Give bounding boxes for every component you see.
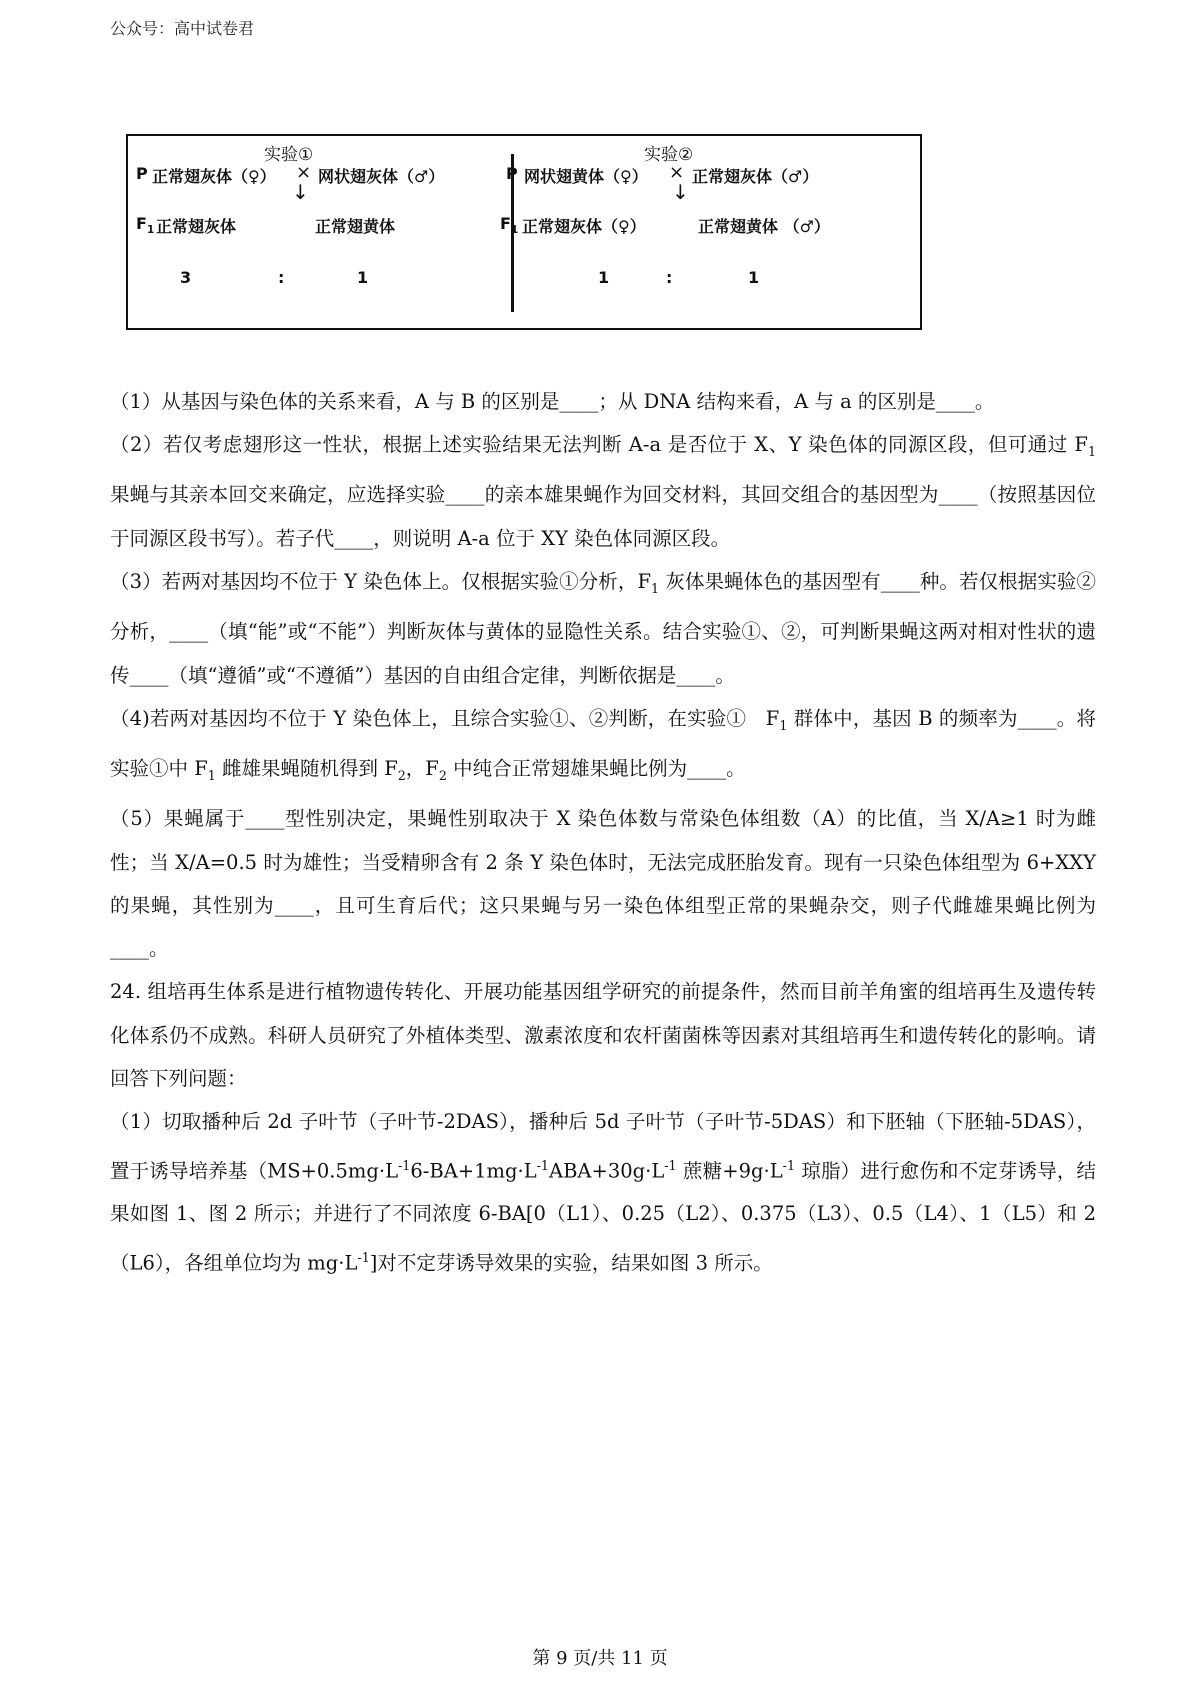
exp2-arrow: ↓ — [672, 180, 689, 204]
question-text — [110, 380, 1096, 1285]
exp2-cross: × — [669, 162, 685, 183]
exp1-ratio-1: 3 — [180, 268, 192, 287]
genetics-cross-figure — [126, 134, 922, 330]
exp1-male: 网状翅灰体（♂） — [318, 167, 445, 186]
paragraph: （1）切取播种后 2d 子叶节（子叶节-2DAS），播种后 5d 子叶节（子叶节-5DAS）和下胚轴（下胚轴-5DAS），置于诱导培养基（$MS+0.5mg\cdot L^{-1}6-BA+1mg\cdot L^{-1}ABA+30g\cdot L^{-1}$ 蔗糖$+9g\cdot L^{-1}$ 琼脂）进行愈伤和不定芽诱导，结果如图 1、图 2 所示；并进行了不同浓度 6-BA[0（L1）、0.25（L2）、0.375（L3）、0.5（L4）、1（L5）和 2（L6），各组单位均为 $mg\cdot L^{-1}$]对不定芽诱导效果的实验，结果如图 3 所示。 — [110, 1110, 1097, 1275]
exp2-ratio-colon: : — [666, 268, 673, 287]
exp1-arrow: ↓ — [292, 180, 309, 204]
paragraph: （2）若仅考虑翅形这一性状，根据上述实验结果无法判断 A-a 是否位于 X、Y 染色体的同源区段，但可通过 $F_1$ 果蝇与其亲本回交来确定，应选择实验____的亲本雄果蝇作为回交材料，其回交组合的基因型为____（按照基因位于同源区段书写）。若子代____，则说明 A-a 位于 XY 染色体同源区段。 — [110, 433, 1096, 550]
exp2-male: 正常翅灰体（♂） — [692, 167, 819, 186]
exp2-phenotype-1: 正常翅灰体（♀） — [522, 217, 646, 236]
exp1-f1-label: $F_1$ — [136, 214, 155, 237]
exp1-cross: × — [296, 162, 312, 183]
exp1-ratio-2: 1 — [357, 268, 369, 287]
exp1-ratio-colon: : — [278, 268, 285, 287]
exp2-female: 网状翅黄体（♀） — [524, 167, 648, 186]
exp1-p-label: P — [136, 164, 148, 183]
paragraph: （4)若两对基因均不位于 Y 染色体上，且综合实验①、②判断，在实验① $F_1$ 群体中，基因 B 的频率为____。将实验①中 $F_1$ 雌雄果蝇随机得到 $F_2$，$F_2$ 中纯合正常翅雄果蝇比例为____。 — [110, 706, 1096, 783]
exp2-f1-label: $F_1$ — [500, 214, 519, 237]
exp2-ratio-1: 1 — [598, 268, 610, 287]
exp1-phenotype-1: 正常翅灰体 — [156, 217, 237, 236]
exp1-title: 实验① — [264, 145, 314, 165]
exp2-ratio-2: 1 — [748, 268, 760, 287]
page-number: 第 9 页/共 11 页 — [532, 1648, 668, 1669]
paragraph: （1）从基因与染色体的关系来看，A 与 B 的区别是____；从 DNA 结构来看，A 与 a 的区别是____。 — [110, 390, 995, 413]
header-text: 公众号：高中试卷君 — [110, 19, 255, 38]
exp2-phenotype-2: 正常翅黄体 （♂） — [698, 217, 830, 236]
exp2-p-label: P — [506, 164, 518, 183]
paragraph: （3）若两对基因均不位于 Y 染色体上。仅根据实验①分析，$F_1$ 灰体果蝇体色的基因型有____种。若仅根据实验②分析，____（填“能”或“不能”）判断灰体与黄体的显隐性关系。结合实验①、②，可判断果蝇这两对相对性状的遗传____（填“遵循”或“不遵循”）基因的自由组合定律，判断依据是____。 — [110, 570, 1096, 687]
exp1-phenotype-2: 正常翅黄体 — [315, 217, 396, 236]
exp1-female: 正常翅灰体（♀） — [152, 167, 276, 186]
exp2-title: 实验② — [644, 145, 694, 165]
paragraph: （5）果蝇属于____型性别决定，果蝇性别取决于 X 染色体数与常染色体组数（A）的比值，当 X/A≥1 时为雌性；当 X/A=0.5 时为雄性；当受精卵含有 2 条 Y 染色体时，无法完成胚胎发育。现有一只染色体组型为 6+XXY 的果蝇，其性别为____，且可生育后代；这只果蝇与另一染色体组型正常的果蝇杂交，则子代雌雄果蝇比例为____。 — [110, 807, 1096, 961]
paragraph: 24. 组培再生体系是进行植物遗传转化、开展功能基因组学研究的前提条件，然而目前羊角蜜的组培再生及遗传转化体系仍不成熟。科研人员研究了外植体类型、激素浓度和农杆菌菌株等因素对其组培再生和遗传转化的影响。请回答下列问题： — [110, 980, 1096, 1091]
